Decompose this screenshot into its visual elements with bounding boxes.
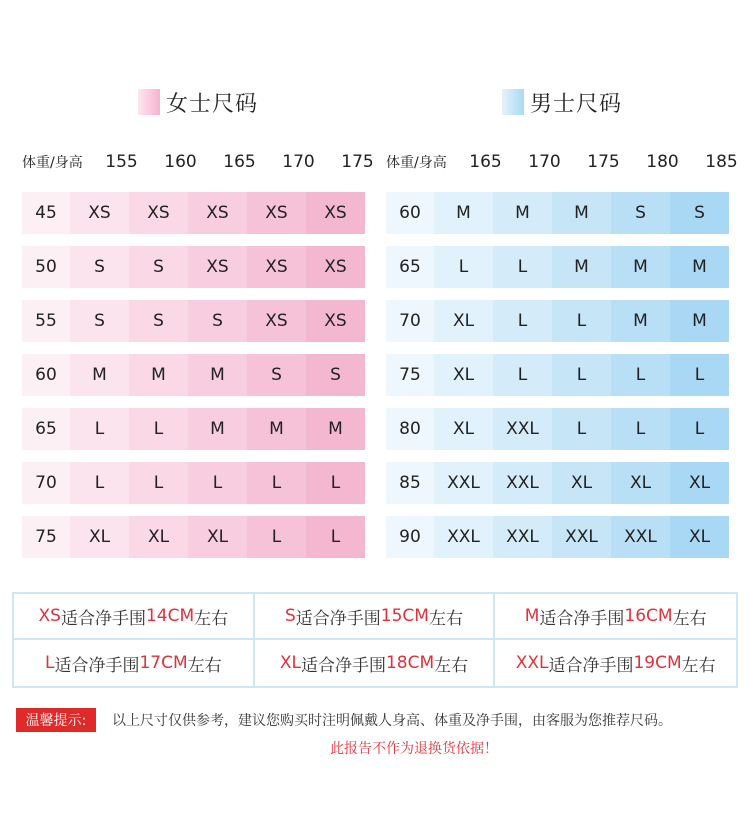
weight-height-label: 体重/身高 [22, 155, 83, 171]
height-header: 180 [646, 152, 679, 172]
notice-label: 温馨提示: [16, 708, 96, 732]
women-table-header [22, 144, 387, 180]
table-row [22, 192, 387, 234]
size-cell: L [70, 408, 129, 450]
size-cell: L [493, 300, 552, 342]
suffix-text: 左右 [187, 655, 222, 676]
height-header: 160 [164, 152, 197, 172]
size-label: M [524, 606, 540, 626]
size-cell: XS [70, 192, 129, 234]
height-header: 175 [341, 152, 374, 172]
men-title-swatch [502, 89, 524, 115]
size-cell: XS [247, 246, 306, 288]
size-cell: S [70, 300, 129, 342]
wrist-size-item [255, 640, 496, 686]
size-cell: XS [247, 300, 306, 342]
weight-cell: 70 [22, 462, 70, 504]
men-size-title [502, 88, 622, 116]
size-cell: L [306, 516, 365, 558]
height-header: 165 [223, 152, 256, 172]
weight-cell: 55 [22, 300, 70, 342]
height-header: 185 [705, 152, 738, 172]
size-cell: XXL [611, 516, 670, 558]
weight-cell: 60 [22, 354, 70, 396]
table-row [386, 354, 750, 396]
size-cell: L [493, 246, 552, 288]
size-cell: L [552, 408, 611, 450]
men-title-label: 男士尺码 [530, 91, 623, 117]
weight-cell: 45 [22, 192, 70, 234]
size-cell: XS [306, 246, 365, 288]
size-cell: L [129, 462, 188, 504]
size-cell: M [611, 246, 670, 288]
size-cell: L [306, 462, 365, 504]
size-cell: M [552, 192, 611, 234]
weight-cell: 65 [22, 408, 70, 450]
weight-cell: 75 [386, 354, 434, 396]
fit-text: 适合净手围 [60, 608, 146, 629]
table-row [22, 246, 387, 288]
weight-cell: 75 [22, 516, 70, 558]
size-cell: XS [188, 246, 247, 288]
size-cell: L [70, 462, 129, 504]
notice-warning: 此报告不作为退换货依据！ [330, 741, 498, 757]
wrist-cm: 16CM [624, 606, 673, 626]
size-cell: XL [129, 516, 188, 558]
wrist-cm: 15CM [380, 606, 429, 626]
size-cell: XL [670, 462, 729, 504]
weight-cell: 60 [386, 192, 434, 234]
size-cell: S [611, 192, 670, 234]
size-label: XXL [515, 653, 549, 673]
table-row [386, 462, 750, 504]
suffix-text: 左右 [672, 608, 707, 629]
wrist-cm: 19CM [633, 653, 682, 673]
table-row [22, 408, 387, 450]
women-size-title [138, 88, 258, 116]
size-cell: M [434, 192, 493, 234]
size-cell: M [552, 246, 611, 288]
women-size-table [22, 144, 387, 558]
size-label: S [285, 606, 296, 626]
size-cell: S [670, 192, 729, 234]
fit-text: 适合净手围 [295, 608, 381, 629]
table-row [386, 246, 750, 288]
height-header: 170 [528, 152, 561, 172]
size-cell: XXL [552, 516, 611, 558]
size-cell: XS [306, 192, 365, 234]
size-cell: XL [670, 516, 729, 558]
size-cell: L [247, 516, 306, 558]
table-row [386, 192, 750, 234]
size-cell: S [129, 246, 188, 288]
size-cell: L [247, 462, 306, 504]
size-cell: M [129, 354, 188, 396]
table-row [22, 516, 387, 558]
women-title-label: 女士尺码 [166, 91, 259, 117]
size-cell: L [552, 354, 611, 396]
size-cell: L [434, 246, 493, 288]
weight-cell: 85 [386, 462, 434, 504]
fit-text: 适合净手围 [539, 608, 625, 629]
wrist-size-item [14, 640, 255, 686]
table-row [22, 462, 387, 504]
wrist-cm: 17CM [139, 653, 188, 673]
size-cell: M [188, 354, 247, 396]
wrist-size-item [495, 594, 736, 640]
fit-text: 适合净手围 [300, 655, 386, 676]
suffix-text: 左右 [194, 608, 229, 629]
table-row [386, 516, 750, 558]
table-row [386, 300, 750, 342]
men-size-table [386, 144, 750, 558]
height-header: 175 [587, 152, 620, 172]
wrist-size-item [255, 594, 496, 640]
size-cell: M [247, 408, 306, 450]
size-label: XS [38, 606, 61, 626]
fit-text: 适合净手围 [54, 655, 140, 676]
size-cell: XXL [434, 516, 493, 558]
height-header: 170 [282, 152, 315, 172]
weight-cell: 65 [386, 246, 434, 288]
size-cell: XS [247, 192, 306, 234]
size-cell: XS [188, 192, 247, 234]
size-cell: S [129, 300, 188, 342]
size-cell: M [188, 408, 247, 450]
size-cell: L [611, 408, 670, 450]
men-table-header [386, 144, 750, 180]
size-cell: XL [434, 300, 493, 342]
size-cell: M [70, 354, 129, 396]
size-cell: L [670, 354, 729, 396]
size-cell: XL [188, 516, 247, 558]
size-cell: XL [434, 408, 493, 450]
size-cell: S [188, 300, 247, 342]
size-cell: L [188, 462, 247, 504]
table-row [22, 354, 387, 396]
size-cell: M [611, 300, 670, 342]
table-row [386, 408, 750, 450]
suffix-text: 左右 [428, 608, 463, 629]
size-cell: L [129, 408, 188, 450]
wrist-cm: 18CM [385, 653, 435, 673]
weight-cell: 50 [22, 246, 70, 288]
size-cell: XXL [493, 462, 552, 504]
size-cell: M [670, 246, 729, 288]
wrist-size-item [14, 594, 255, 640]
size-cell: M [493, 192, 552, 234]
size-cell: M [670, 300, 729, 342]
size-cell: XL [70, 516, 129, 558]
size-cell: XXL [434, 462, 493, 504]
weight-cell: 70 [386, 300, 434, 342]
size-cell: S [70, 246, 129, 288]
size-label: XL [279, 653, 301, 673]
size-cell: XL [434, 354, 493, 396]
notice-text: 以上尺寸仅供参考，建议您购买时注明佩戴人身高、体重及净手围，由客服为您推荐尺码。 [112, 713, 672, 729]
size-cell: XXL [493, 408, 552, 450]
size-cell: S [247, 354, 306, 396]
table-row [22, 300, 387, 342]
size-cell: S [306, 354, 365, 396]
size-cell: XS [129, 192, 188, 234]
size-cell: M [306, 408, 365, 450]
weight-height-label: 体重/身高 [386, 155, 447, 171]
weight-cell: 80 [386, 408, 434, 450]
height-header: 155 [105, 152, 138, 172]
size-cell: L [552, 300, 611, 342]
size-cell: XL [611, 462, 670, 504]
wrist-cm: 14CM [145, 606, 195, 626]
size-cell: XS [306, 300, 365, 342]
wrist-size-guide [12, 592, 738, 688]
wrist-size-item [495, 640, 736, 686]
size-cell: L [670, 408, 729, 450]
size-cell: L [493, 354, 552, 396]
suffix-text: 左右 [434, 655, 469, 676]
women-title-swatch [138, 89, 160, 115]
fit-text: 适合净手围 [548, 655, 634, 676]
size-label: L [45, 653, 55, 673]
height-header: 165 [469, 152, 502, 172]
size-cell: XXL [493, 516, 552, 558]
suffix-text: 左右 [681, 655, 716, 676]
size-cell: L [611, 354, 670, 396]
size-cell: XL [552, 462, 611, 504]
weight-cell: 90 [386, 516, 434, 558]
